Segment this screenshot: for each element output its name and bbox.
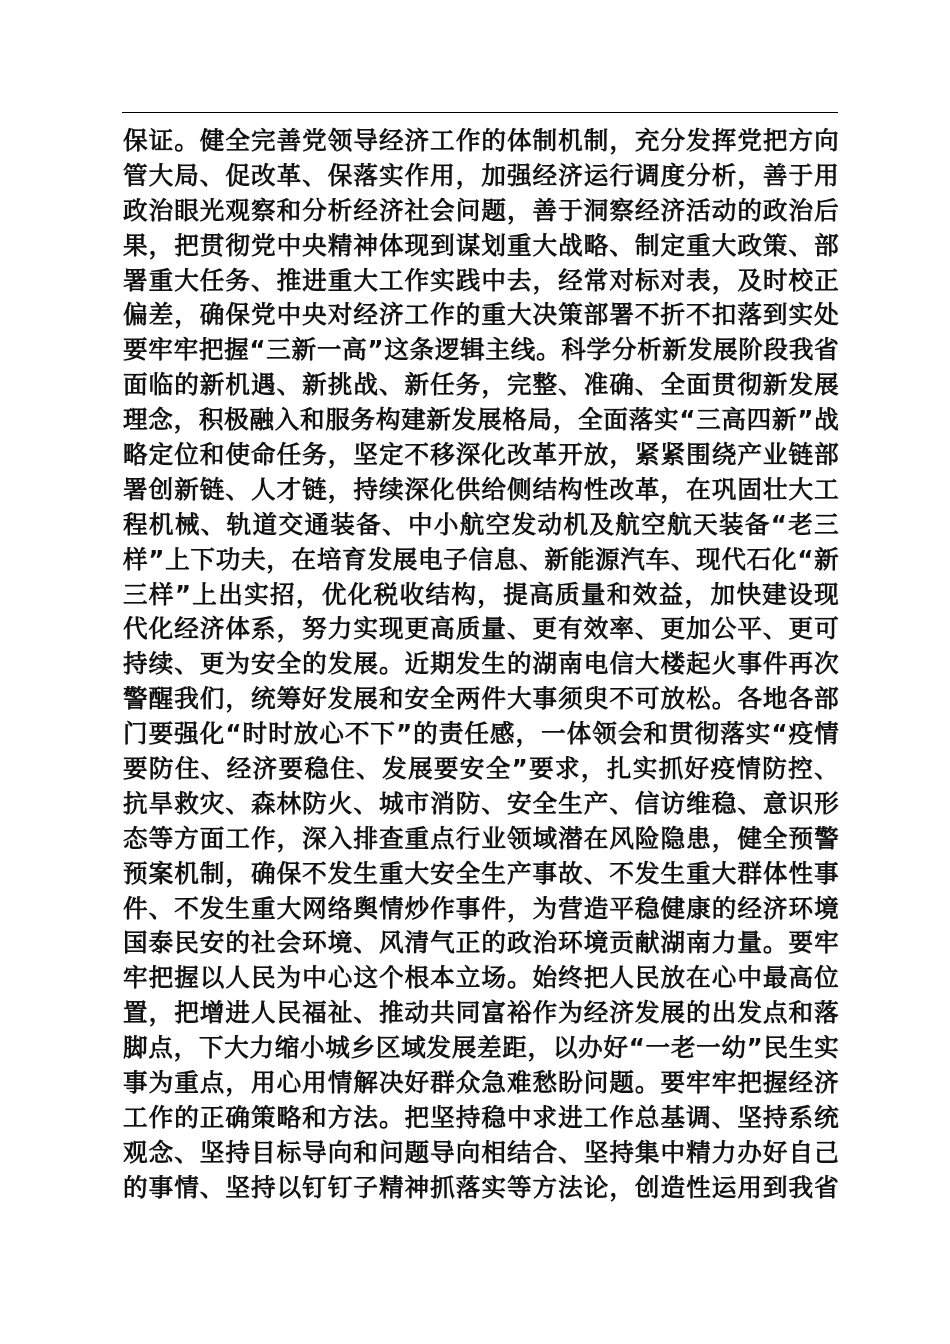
text-line: 态等方面工作，深入排查重点行业领域潜在风险隐患，健全预警 (123, 823, 839, 853)
text-line: 偏差，确保党中央对经济工作的重大决策部署不折不扣落到实处 (123, 300, 839, 330)
text-line: 署重大任务、推进重大工作实践中去，经常对标对表，及时校正 (123, 265, 839, 295)
text-line: 署创新链、人才链，持续深化供给侧结构性改革，在巩固壮大工 (123, 474, 839, 504)
text-line: 管大局、促改革、保落实作用，加强经济运行调度分析，善于用 (123, 160, 839, 190)
body-text (123, 124, 839, 1206)
text-line: 预案机制，确保不发生重大安全生产事故、不发生重大群体性事 (123, 858, 839, 888)
text-line: 观念、坚持目标导向和问题导向相结合、坚持集中精力办好自己 (123, 1137, 839, 1167)
text-line: 抗旱救灾、森林防火、城市消防、安全生产、信访维稳、意识形 (123, 788, 839, 818)
text-line: 门要强化“时时放心不下”的责任感，一体领会和贯彻落实“疫情 (123, 719, 839, 749)
text-line: 件、不发生重大网络舆情炒作事件，为营造平稳健康的经济环境 (123, 893, 839, 923)
text-line: 保证。健全完善党领导经济工作的体制机制，充分发挥党把方向 (123, 126, 839, 155)
text-line: 程机械、轨道交通装备、中小航空发动机及航空航天装备“老三 (123, 509, 839, 539)
header-rule (122, 112, 838, 113)
text-line: 样”上下功夫，在培育发展电子信息、新能源汽车、现代石化“新 (123, 544, 839, 574)
text-line: 事为重点，用心用情解决好群众急难愁盼问题。要牢牢把握经济 (123, 1068, 839, 1098)
text-line: 理念，积极融入和服务构建新发展格局，全面落实“三高四新”战 (123, 405, 839, 435)
text-line: 置，把增进人民福祉、推动共同富裕作为经济发展的出发点和落 (123, 998, 839, 1028)
text-line: 面临的新机遇、新挑战、新任务，完整、准确、全面贯彻新发展 (123, 370, 839, 400)
text-line: 略定位和使命任务，坚定不移深化改革开放，紧紧围绕产业链部 (123, 440, 839, 470)
text-line: 持续、更为安全的发展。近期发生的湖南电信大楼起火事件再次 (123, 649, 839, 679)
text-line: 牢把握以人民为中心这个根本立场。始终把人民放在心中最高位 (123, 963, 839, 993)
text-line: 工作的正确策略和方法。把坚持稳中求进工作总基调、坚持系统 (123, 1102, 839, 1132)
text-line: 警醒我们，统筹好发展和安全两件大事须臾不可放松。各地各部 (123, 684, 839, 714)
text-line: 代化经济体系，努力实现更高质量、更有效率、更加公平、更可 (123, 614, 839, 644)
text-line: 国泰民安的社会环境、风清气正的政治环境贡献湖南力量。要牢 (123, 928, 839, 958)
text-line: 的事情、坚持以钉钉子精神抓落实等方法论，创造性运用到我省 (123, 1172, 839, 1202)
text-line: 脚点，下大力缩小城乡区域发展差距，以办好“一老一幼”民生实 (123, 1033, 839, 1063)
text-line: 果，把贯彻党中央精神体现到谋划重大战略、制定重大政策、部 (123, 230, 839, 260)
text-line: 要防住、经济要稳住、发展要安全”要求，扎实抓好疫情防控、 (123, 754, 839, 784)
text-line: 政治眼光观察和分析经济社会问题，善于洞察经济活动的政治后 (123, 195, 839, 225)
text-line: 要牢牢把握“三新一高”这条逻辑主线。科学分析新发展阶段我省 (123, 335, 839, 365)
text-line: 三样”上出实招，优化税收结构，提高质量和效益，加快建设现 (123, 579, 839, 609)
